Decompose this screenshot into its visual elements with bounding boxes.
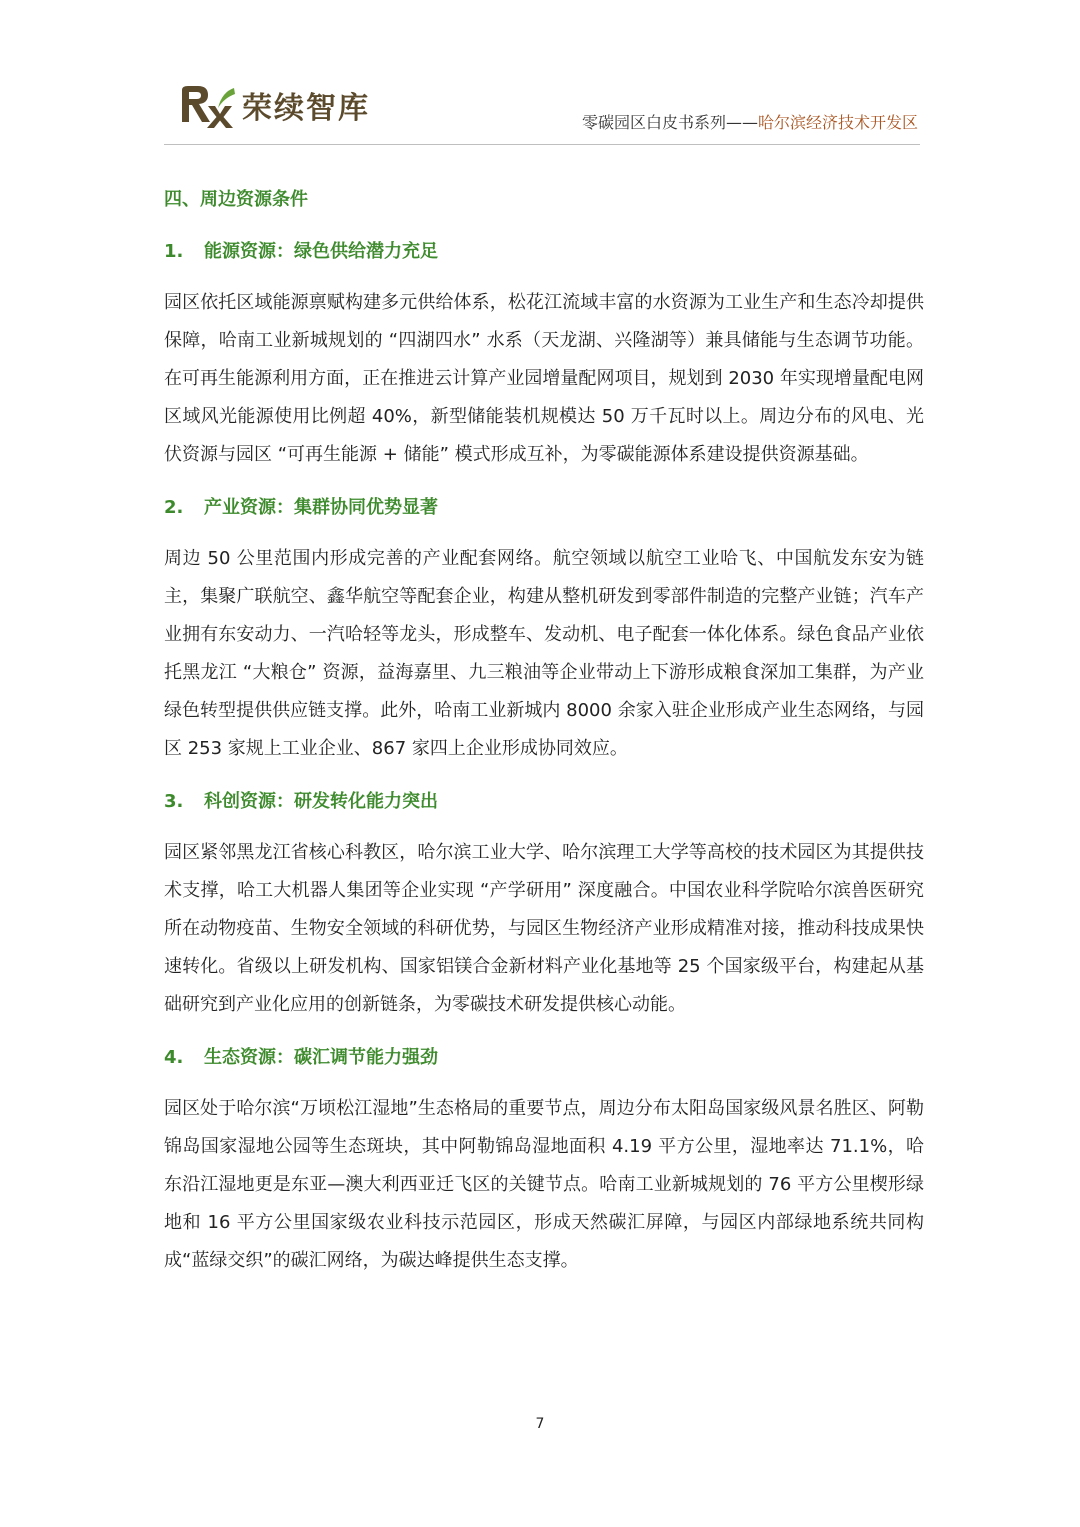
page-number: 7 (535, 1416, 545, 1432)
brand-logo (178, 82, 370, 128)
subsection-number: 1. (164, 241, 184, 262)
series-title (582, 110, 918, 133)
subsection-body-industry: 周边 50 公里范围内形成完善的产业配套网络。航空领域以航空工业哈飞、中国航发东安为链主，集聚广联航空、鑫华航空等配套企业，构建从整机研发到零部件制造的完整产业链；汽车产业拥有东安动力、一汽哈轻等龙头，形成整车、发动机、电子配套一体化体系。绿色食品产业依托黑龙江 “大粮仓” 资源，益海嘉里、九三粮油等企业带动上下游形成粮食深加工集群，为产业绿色转型提供供应链支撑。此外，哈南工业新城内 8000 余家入驻企业形成产业生态网络，与园区 253 家规上工业企业、867 家四上企业形成协同效应。 (164, 548, 924, 759)
subsection-body-ecology: 园区处于哈尔滨“万顷松江湿地”生态格局的重要节点，周边分布太阳岛国家级风景名胜区、阿勒锦岛国家湿地公园等生态斑块，其中阿勒锦岛湿地面积 4.19 平方公里，湿地率达 71.1%，哈东沿江湿地更是东亚—澳大利西亚迁飞区的关键节点。哈南工业新城规划的 76 平方公里楔形绿地和 16 平方公里国家级农业科技示范园区，形成天然碳汇屏障，与园区内部绿地系统共同构成“蓝绿交织”的碳汇网络，为碳达峰提供生态支撑。 (164, 1098, 924, 1271)
series-park-name: 哈尔滨经济技术开发区 (757, 113, 918, 132)
section-title: 四、周边资源条件 (164, 189, 308, 210)
subsection-heading-ecology (164, 1040, 924, 1076)
page-header (164, 74, 920, 145)
subsection-heading-innovation (164, 784, 924, 820)
subsection-number: 4. (164, 1047, 184, 1068)
subsection-heading-energy (164, 234, 924, 270)
subsection-number: 3. (164, 791, 184, 812)
brand-name: 荣续智库 (242, 91, 370, 126)
subsection-body-energy: 园区依托区域能源禀赋构建多元供给体系，松花江流域丰富的水资源为工业生产和生态冷却提供保障，哈南工业新城规划的 “四湖四水” 水系（天龙湖、兴隆湖等）兼具储能与生态调节功能。在可再生能源利用方面，正在推进云计算产业园增量配网项目，规划到 2030 年实现增量配电网区域风光能源使用比例超 40%，新型储能装机规模达 50 万千瓦时以上。周边分布的风电、光伏资源与园区 “可再生能源 + 储能” 模式形成互补，为零碳能源体系建设提供资源基础。 (164, 292, 924, 465)
subsection-title: 能源资源：绿色供给潜力充足 (204, 241, 438, 262)
subsection-body-innovation: 园区紧邻黑龙江省核心科教区，哈尔滨工业大学、哈尔滨理工大学等高校的技术园区为其提供技术支撑，哈工大机器人集团等企业实现 “产学研用” 深度融合。中国农业科学院哈尔滨兽医研究所在动物疫苗、生物安全领域的科研优势，与园区生物经济产业形成精准对接，推动科技成果快速转化。省级以上研发机构、国家铝镁合金新材料产业化基地等 25 个国家级平台，构建起从基础研究到产业化应用的创新链条，为零碳技术研发提供核心动能。 (164, 842, 924, 1015)
subsection-heading-industry (164, 490, 924, 526)
main-content (164, 182, 924, 1280)
rx-logo-icon (178, 82, 236, 128)
subsection-title: 产业资源：集群协同优势显著 (204, 497, 438, 518)
series-prefix: 零碳园区白皮书系列—— (581, 113, 758, 132)
subsection-title: 生态资源：碳汇调节能力强劲 (204, 1047, 438, 1068)
subsection-title: 科创资源：研发转化能力突出 (204, 791, 438, 812)
subsection-number: 2. (164, 497, 184, 518)
